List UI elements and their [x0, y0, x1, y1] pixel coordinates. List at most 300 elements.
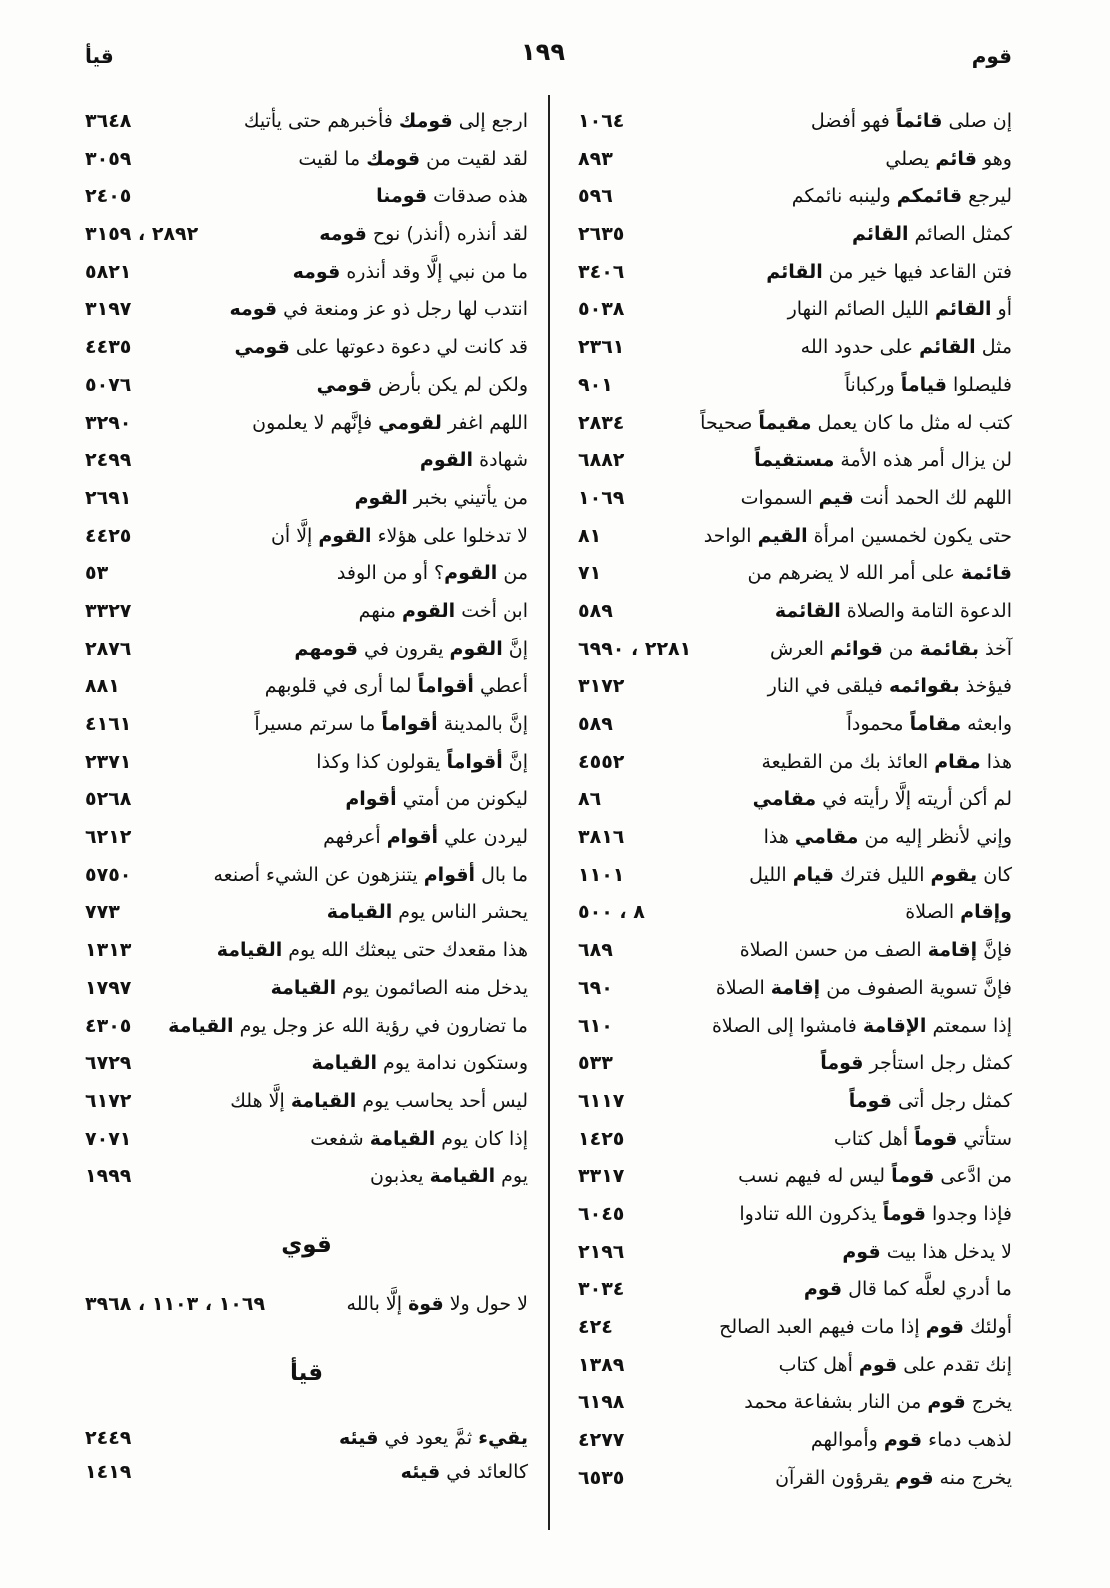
entry-phrase [739, 1196, 1012, 1234]
hadith-reference-numbers: ٣٨١٦ [578, 826, 625, 849]
hadith-reference-numbers: ١٤١٩ [85, 1460, 132, 1483]
entry-phrase [265, 668, 528, 706]
hadith-reference-numbers: ١٠٦٩ [578, 486, 625, 509]
index-entry [578, 1384, 1012, 1422]
hadith-reference-numbers: ٣٦٤٨ [85, 110, 132, 132]
entry-phrase [337, 555, 528, 593]
phrase-text: إذا سمعتم [926, 1014, 1012, 1037]
entry-phrase [168, 1008, 528, 1046]
root-keyword: القائم [935, 298, 992, 321]
root-keyword: أقوام [423, 863, 476, 886]
phrase-text: وأموالهم [810, 1429, 884, 1452]
phrase-text: من النار بشفاعة محمد [744, 1391, 928, 1414]
phrase-text: ليرجع [962, 185, 1012, 208]
root-keyword: قوماً [848, 1089, 893, 1112]
root-keyword: القوم [419, 449, 474, 472]
root-keyword: القائم [766, 260, 823, 283]
entry-phrase [738, 1158, 1012, 1196]
entry-phrase [905, 894, 1012, 932]
root-keyword: قوم [895, 1466, 934, 1489]
entry-phrase [312, 1045, 528, 1083]
phrase-text: مثل [975, 336, 1012, 359]
phrase-text: لا يدخل هذا بيت [880, 1240, 1012, 1263]
root-keyword: القيامة [326, 901, 393, 924]
phrase-text: يقرؤون القرآن [775, 1466, 896, 1489]
index-entry [85, 894, 528, 932]
phrase-text: وهو [976, 147, 1012, 170]
index-entry [578, 1271, 1012, 1309]
root-keyword: قوم [927, 1391, 966, 1414]
root-keyword: أقواماً [381, 713, 438, 735]
hadith-reference-numbers: ٦٨٩ [578, 939, 613, 962]
hadith-reference-numbers: ٤٥٥٢ [578, 750, 625, 773]
hadith-reference-numbers: ٤٢٤ [578, 1316, 613, 1338]
root-keyword: يقيء [478, 1426, 528, 1449]
phrase-text: يذكرون الله تنادوا [739, 1202, 883, 1225]
phrase-text: فامشوا إلى الصلاة [711, 1014, 863, 1037]
phrase-text: كمثل رجل استأجر [863, 1052, 1012, 1075]
hadith-reference-numbers: ١٣٨٩ [578, 1353, 625, 1376]
phrase-text: كمثل الصائم [908, 223, 1012, 246]
index-entry [578, 367, 1012, 405]
entry-phrase [775, 593, 1012, 631]
hadith-reference-numbers: ٢٣٧١ [85, 750, 132, 773]
phrase-text: لقد لقيت من [420, 147, 528, 170]
hadith-reference-numbers: ٧٠٧١ [85, 1127, 132, 1150]
entry-phrase [849, 1083, 1012, 1121]
hadith-reference-numbers: ٦٢١٢ [85, 826, 132, 849]
index-entry [85, 103, 528, 141]
phrase-text: يصلي [885, 147, 936, 170]
index-entry [85, 970, 528, 1008]
index-entry [578, 480, 1012, 518]
root-keyword: قوم [883, 1429, 923, 1452]
hadith-reference-numbers: ٥٧٥٠ [85, 863, 132, 886]
index-entry [578, 781, 1012, 819]
entry-phrase [847, 706, 1012, 744]
root-keyword: القوم [318, 524, 372, 547]
phrase-text: فهو أفضل [810, 110, 896, 132]
root-keyword: إقامة [927, 939, 978, 962]
root-keyword: قومه [319, 223, 367, 246]
entry-phrase [749, 857, 1012, 895]
phrase-text: السموات [740, 486, 819, 509]
entry-phrase [770, 631, 1012, 669]
phrase-text: يوم [495, 1165, 528, 1188]
index-entry [578, 668, 1012, 706]
entry-phrase [764, 819, 1012, 857]
index-entry [578, 329, 1012, 367]
phrase-text: لما أرى في قلوبهم [264, 675, 418, 698]
hadith-reference-numbers: ٤١٦١ [85, 713, 132, 735]
phrase-text: لا حول ولا [443, 1292, 528, 1315]
phrase-text: كتب له مثل ما كان يعمل [811, 411, 1012, 434]
phrase-text: الصلاة [715, 976, 771, 999]
hadith-reference-numbers: ٣١٧٢ [578, 675, 625, 698]
hadith-reference-numbers: ٥٣ [85, 562, 109, 585]
root-keyword: الإقامة [862, 1014, 927, 1037]
phrase-text: الليل [749, 863, 793, 886]
phrase-text: ابن أخت [455, 599, 528, 622]
phrase-text: هذا [980, 750, 1012, 773]
root-keyword: قائمة [961, 562, 1012, 585]
index-entry [578, 103, 1012, 141]
index-entry [578, 1008, 1012, 1046]
index-entry [578, 178, 1012, 216]
entry-phrase [298, 141, 528, 179]
hadith-reference-numbers: ٧٧٣ [85, 901, 120, 924]
index-entry [578, 141, 1012, 179]
phrase-text: فيؤخذ [959, 675, 1012, 698]
index-entry [578, 1309, 1012, 1347]
index-entry [85, 1008, 528, 1046]
root-keyword: أقواماً [417, 675, 474, 698]
index-entry [85, 1286, 528, 1324]
hadith-reference-numbers: ٤٤٢٥ [85, 524, 132, 547]
index-entry [85, 857, 528, 895]
section-entries [85, 1286, 528, 1324]
index-entry [85, 216, 528, 254]
index-entry [578, 1045, 1012, 1083]
phrase-text: إنَّ [502, 637, 528, 660]
root-keyword: قومه [229, 298, 278, 321]
root-keyword: القيامة [216, 939, 283, 962]
root-keyword: قياماً [900, 373, 947, 396]
index-entry [85, 1121, 528, 1159]
hadith-reference-numbers: ٥٠٣٨ [578, 298, 625, 321]
phrase-text: شفعت [310, 1127, 370, 1150]
phrase-text: على حدود الله [800, 336, 920, 359]
root-keyword: القيامة [168, 1014, 234, 1037]
phrase-text: هذا مقعدك حتى يبعثك الله يوم [282, 939, 528, 962]
hadith-reference-numbers: ٥٢٦٨ [85, 788, 132, 811]
root-keyword: قوم [803, 1278, 843, 1301]
phrase-text: من يأتيني بخبر [407, 486, 528, 509]
entry-phrase [359, 593, 528, 631]
phrase-text: هذا [763, 826, 795, 849]
phrase-text: فإنَّ [977, 939, 1012, 962]
root-keyword: القوم [444, 562, 498, 585]
column-divider [548, 95, 550, 1530]
phrase-text: لقد أنذره (أنذر) نوح [366, 223, 528, 246]
index-entry [85, 1158, 528, 1196]
phrase-text: من [497, 562, 528, 585]
entry-phrase [768, 668, 1012, 706]
hadith-reference-numbers: ٢٢٨١ ، ٦٩٩٠ [578, 637, 692, 660]
root-keyword: القيامة [429, 1165, 496, 1188]
phrase-text: محموداً [846, 713, 910, 735]
phrase-text: حتى يكون لخمسين امرأة [807, 524, 1012, 547]
root-keyword: قوم [858, 1353, 898, 1376]
index-entry [85, 480, 528, 518]
entry-phrase [842, 1234, 1012, 1272]
phrase-text: صحيحاً [700, 411, 759, 434]
entry-phrase [712, 1008, 1012, 1046]
entry-phrase [355, 480, 528, 518]
right-column [578, 103, 1012, 1497]
root-keyword: القائم [852, 223, 909, 246]
entry-phrase [229, 291, 528, 329]
hadith-reference-numbers: ١٣١٣ [85, 939, 132, 962]
root-keyword: القيامة [369, 1127, 436, 1150]
root-keyword: قائماً [895, 110, 943, 132]
hadith-reference-numbers: ٣٢٩٠ [85, 411, 132, 434]
hadith-reference-numbers: ١٠٦٩ ، ١١٠٣ ، ٣٩٦٨ [85, 1292, 266, 1315]
phrase-text: أعطي [473, 675, 528, 698]
root-keyword: قوة [408, 1292, 444, 1315]
phrase-text: ستأتي [957, 1127, 1012, 1150]
phrase-text: يدخل منه الصائمون يوم [336, 976, 528, 999]
index-entry [578, 405, 1012, 443]
hadith-reference-numbers: ٦١١٧ [578, 1089, 625, 1112]
index-entry [578, 291, 1012, 329]
phrase-text: إنَّ [502, 750, 528, 773]
root-keyword: أقواماً [446, 750, 503, 773]
index-entry [578, 706, 1012, 744]
root-keyword: قومك [366, 147, 421, 170]
root-keyword: مقاماً [909, 713, 962, 735]
hadith-reference-numbers: ٣٤٠٦ [578, 260, 625, 283]
entry-phrase [753, 781, 1012, 819]
entry-phrase [345, 781, 528, 819]
root-keyword: أقوام [386, 826, 439, 849]
entry-phrase [254, 706, 528, 744]
phrase-text: من [882, 637, 920, 660]
root-section-heading: قوي [281, 1231, 332, 1258]
phrase-text: آخذ [978, 637, 1012, 660]
entry-phrase [244, 103, 528, 141]
entry-phrase [754, 442, 1012, 480]
phrase-text: يقرون في [357, 637, 450, 660]
index-entry [578, 1083, 1012, 1121]
index-entry [578, 1460, 1012, 1498]
hadith-reference-numbers: ٦١٧٢ [85, 1089, 132, 1112]
hadith-reference-numbers: ٥٣٣ [578, 1052, 613, 1075]
phrase-text: إلَّا بالله [346, 1292, 409, 1315]
entry-phrase [719, 1309, 1012, 1347]
index-entry [578, 631, 1012, 669]
hadith-reference-numbers: ٦١٠ [578, 1014, 613, 1037]
root-section-heading: قيأ [289, 1359, 324, 1386]
entry-phrase [370, 1158, 528, 1196]
index-entry [85, 631, 528, 669]
phrase-text: وستكون ندامة يوم [377, 1052, 528, 1075]
phrase-text: أهل كتاب [833, 1127, 915, 1150]
root-keyword: القوم [449, 637, 503, 660]
index-entry [578, 970, 1012, 1008]
entry-phrase [852, 216, 1012, 254]
entry-phrase [327, 894, 528, 932]
phrase-text: إنَّ بالمدينة [437, 713, 528, 735]
entry-phrase [230, 1083, 528, 1121]
index-entry [85, 1455, 528, 1489]
phrase-text: ليس أحد يحاسب يوم [356, 1089, 528, 1112]
index-entry [85, 329, 528, 367]
entry-phrase [716, 970, 1012, 1008]
root-keyword: القوم [402, 599, 456, 622]
hadith-reference-numbers: ٢٤٩٩ [85, 449, 132, 472]
phrase-text: ما تضارون في رؤية الله عز وجل يوم [233, 1014, 528, 1037]
index-entry [578, 555, 1012, 593]
entry-phrase [761, 744, 1012, 782]
entry-phrase [252, 405, 528, 443]
root-keyword: القائمة [774, 599, 841, 622]
phrase-text: إلَّا هلك [230, 1089, 291, 1112]
phrase-text: كالعائد في [440, 1460, 528, 1483]
entry-phrase [347, 1286, 528, 1324]
hadith-reference-numbers: ٨ ، ٥٠٠ [578, 901, 645, 924]
hadith-reference-numbers: ١١٠١ [578, 863, 625, 886]
entry-phrase [271, 970, 528, 1008]
section-entries [85, 1421, 528, 1489]
index-entry [578, 744, 1012, 782]
index-entry [578, 1422, 1012, 1460]
phrase-text: أعرفهم [323, 826, 387, 849]
index-entry [578, 254, 1012, 292]
entry-phrase [339, 1421, 528, 1455]
root-keyword: قيم [818, 486, 854, 509]
entry-phrase [740, 932, 1012, 970]
hadith-reference-numbers: ٢٤٠٥ [85, 185, 132, 208]
phrase-text: ؟ أو من الوفد [336, 562, 445, 585]
entry-phrase [744, 1384, 1012, 1422]
hadith-reference-numbers: ٦٩٠ [578, 976, 613, 999]
root-keyword: قومهم [294, 637, 358, 660]
phrase-text: إن صلى [942, 110, 1012, 132]
phrase-text: من ادَّعى [934, 1165, 1012, 1188]
index-entry [85, 442, 528, 480]
hadith-reference-numbers: ٣٠٣٤ [578, 1278, 625, 1301]
entry-phrase [811, 1422, 1012, 1460]
phrase-text: ما سرتم مسيراً [254, 713, 382, 735]
phrase-text: لذهب دماء [922, 1429, 1012, 1452]
hadith-reference-numbers: ٢٦٣٥ [578, 223, 625, 246]
index-entry [578, 819, 1012, 857]
phrase-text: فإنَّ تسوية الصفوف من [820, 976, 1012, 999]
root-keyword: قومك [398, 110, 453, 132]
index-entry [85, 141, 528, 179]
root-keyword: أقوام [345, 788, 397, 811]
entry-phrase [293, 254, 528, 292]
index-entry [85, 819, 528, 857]
root-keyword: القيامة [270, 976, 337, 999]
entry-phrase [700, 405, 1012, 443]
hadith-reference-numbers: ٦٠٤٥ [578, 1202, 625, 1225]
entry-phrase [779, 1347, 1012, 1385]
index-entry [85, 1045, 528, 1083]
entry-phrase [775, 1460, 1012, 1498]
phrase-text: وابعثه [961, 713, 1012, 735]
hadith-reference-numbers: ٥٨٩ [578, 599, 613, 622]
index-entry [85, 781, 528, 819]
phrase-text: اللهم لك الحمد أنت [853, 486, 1012, 509]
entry-phrase [834, 1121, 1012, 1159]
entry-phrase [820, 1045, 1012, 1083]
index-entry [578, 1234, 1012, 1272]
root-keyword: مقام [934, 750, 981, 773]
phrase-text: إذا كان يوم [435, 1127, 528, 1150]
root-keyword: قوماً [882, 1202, 926, 1225]
phrase-text: فإذا وجدوا [925, 1202, 1012, 1225]
phrase-text: ليردن علي [438, 826, 528, 849]
root-keyword: قيئه [339, 1426, 379, 1449]
root-keyword: القوم [354, 486, 408, 509]
entry-phrase [801, 329, 1012, 367]
root-keyword: قومي [234, 336, 290, 359]
phrase-text: يعذبون [370, 1165, 430, 1188]
index-entry [578, 216, 1012, 254]
phrase-text: شهادة [473, 449, 528, 472]
hadith-reference-numbers: ٦٨٨٢ [578, 449, 625, 472]
index-entry [578, 518, 1012, 556]
root-keyword: قائم [935, 147, 977, 170]
phrase-text: الدعوة التامة والصلاة [840, 599, 1012, 622]
phrase-text: إلَّا أن [270, 524, 319, 547]
page-number: ١٩٩ [521, 38, 565, 66]
hadith-reference-numbers: ٥٠٧٦ [85, 373, 132, 396]
entry-phrase [234, 329, 528, 367]
entry-phrase [317, 367, 528, 405]
phrase-text: إذا مات فيهم العبد الصالح [719, 1316, 926, 1338]
phrase-text: أولئك [963, 1316, 1012, 1338]
hadith-reference-numbers: ٢٨٣٤ [578, 411, 625, 434]
hadith-reference-numbers: ٢٦٩١ [85, 486, 132, 509]
index-entry [578, 1158, 1012, 1196]
root-keyword: إقامة [770, 976, 821, 999]
phrase-text: ولينبه نائمكم [791, 185, 897, 208]
entry-phrase [323, 819, 528, 857]
root-keyword: قيام [792, 863, 834, 886]
index-entry [578, 1347, 1012, 1385]
entry-phrase [741, 480, 1012, 518]
root-keyword: قومنا [376, 185, 428, 208]
hadith-reference-numbers: ١٠٦٤ [578, 110, 625, 132]
phrase-text: يقولون كذا وكذا [316, 750, 447, 773]
hadith-reference-numbers: ٤٣٠٥ [85, 1014, 132, 1037]
entry-phrase [310, 1121, 528, 1159]
entry-phrase [213, 857, 528, 895]
phrase-text: أهل كتاب [778, 1353, 859, 1376]
hadith-reference-numbers: ٣١٩٧ [85, 298, 132, 321]
root-keyword: قوماً [914, 1127, 958, 1150]
entry-phrase [804, 1271, 1012, 1309]
hadith-reference-numbers: ٧١ [578, 562, 602, 585]
left-column [85, 103, 528, 1489]
root-keyword: قائمكم [896, 185, 963, 208]
root-keyword: بقائمة [919, 637, 979, 660]
phrase-text: ما بال [475, 863, 528, 886]
phrase-text: يتنزهون عن الشيء أصنعه [213, 863, 424, 886]
root-keyword: يقوم [930, 863, 978, 886]
phrase-text: فأخبرهم حتى يأتيك [243, 110, 399, 132]
entry-phrase [271, 518, 528, 556]
entry-phrase [766, 254, 1012, 292]
running-head-last-root: قيأ [85, 44, 114, 68]
index-entry [85, 932, 528, 970]
hadith-reference-numbers: ٤٢٧٧ [578, 1429, 625, 1452]
index-entry [578, 932, 1012, 970]
hadith-reference-numbers: ٢٨٩٢ ، ٣١٥٩ [85, 223, 199, 246]
phrase-text: الصلاة [905, 901, 961, 924]
root-keyword: القائم [919, 336, 976, 359]
index-entry [85, 367, 528, 405]
phrase-text: ما أدري لعلَّه كما قال [842, 1278, 1012, 1301]
root-keyword: قوم [842, 1240, 881, 1263]
index-entry [85, 291, 528, 329]
root-keyword: وإقام [960, 901, 1012, 924]
entry-phrase [401, 1455, 528, 1489]
root-keyword: قيئه [400, 1460, 441, 1483]
